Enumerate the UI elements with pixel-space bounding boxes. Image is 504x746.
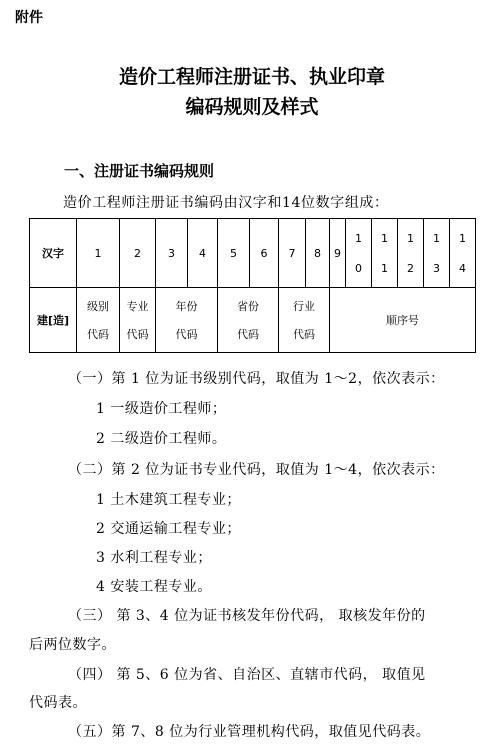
paragraph-2: （二）第 2 位为证书专业代码，取值为 1～4，依次表示： — [68, 462, 445, 478]
digit-cell: 3 — [156, 219, 188, 288]
digit-cell: 8 — [306, 219, 330, 288]
digit-part: 1 — [381, 231, 388, 245]
digit-cell: 5 — [218, 219, 250, 288]
list-item: 3 水利工程专业； — [96, 550, 212, 566]
digit-cell-13 — [424, 219, 450, 288]
paragraph-4: （四） 第 5、6 位为省、自治区、直辖市代码， 取值见 — [68, 667, 426, 683]
digit-cell-12 — [398, 219, 424, 288]
group-part: 专业 — [126, 300, 149, 313]
code-structure-table — [29, 218, 476, 353]
document-title-line-1: 造价工程师注册证书、执业印章 — [118, 66, 385, 88]
digit-part: 1 — [355, 231, 362, 245]
group-part: 代码 — [175, 328, 198, 341]
section-heading: 一、注册证书编码规则 — [64, 162, 215, 180]
digit-part: 1 — [381, 261, 388, 275]
digit-part: 3 — [433, 261, 440, 275]
digit-cell-11 — [372, 219, 398, 288]
paragraph-5: （五）第 7、8 位为行业管理机构代码，取值见代码表。 — [68, 724, 431, 740]
row-label-jianzao: 建[造] — [30, 288, 77, 353]
digit-cell: 2 — [120, 219, 156, 288]
table-row-digits — [30, 219, 476, 288]
list-item: 4 安装工程专业。 — [96, 579, 212, 595]
digit-cell-10 — [346, 219, 372, 288]
paragraph-3: （三） 第 3、4 位为证书核发年份代码， 取核发年份的 — [68, 608, 426, 624]
group-year-code — [156, 288, 218, 353]
paragraph-4-continued: 代码表。 — [29, 695, 87, 711]
digit-part: 4 — [459, 261, 466, 275]
paragraph-3-continued: 后两位数字。 — [29, 637, 116, 653]
group-part: 代码 — [126, 328, 149, 341]
group-part: 代码 — [237, 328, 259, 341]
group-part: 年份 — [175, 300, 198, 313]
table-row-meanings — [30, 288, 476, 353]
row-label-hanzi: 汉字 — [30, 219, 77, 288]
group-industry-code — [279, 288, 330, 353]
paragraph-1: （一）第 1 位为证书级别代码，取值为 1～2，依次表示： — [68, 371, 445, 387]
group-sequence-number: 顺序号 — [330, 288, 476, 353]
digit-part: 1 — [459, 231, 466, 245]
digit-cell-14 — [450, 219, 476, 288]
group-part: 代码 — [293, 328, 315, 341]
group-specialty-code — [120, 288, 156, 353]
list-item: 1 一级造价工程师； — [96, 401, 227, 417]
digit-part: 2 — [407, 261, 414, 275]
group-level-code — [77, 288, 120, 353]
group-part: 级别 — [87, 300, 109, 313]
list-item: 2 二级造价工程师。 — [96, 431, 227, 447]
list-item: 2 交通运输工程专业； — [96, 521, 241, 537]
digit-cell: 1 — [77, 219, 120, 288]
attachment-label: 附件 — [15, 10, 43, 26]
digit-part: 1 — [407, 231, 414, 245]
document-title-line-2: 编码规则及样式 — [185, 96, 319, 118]
digit-cell: 7 — [279, 219, 306, 288]
digit-cell: 4 — [188, 219, 218, 288]
digit-part: 1 — [433, 231, 440, 245]
digit-cell: 6 — [250, 219, 279, 288]
digit-cell: 9 — [330, 219, 346, 288]
digit-part: 0 — [355, 261, 362, 275]
group-province-code — [218, 288, 279, 353]
intro-paragraph: 造价工程师注册证书编码由汉字和14位数字组成： — [63, 195, 389, 211]
group-part: 省份 — [237, 300, 259, 313]
group-part: 行业 — [293, 300, 315, 313]
group-part: 代码 — [87, 328, 109, 341]
list-item: 1 土木建筑工程专业； — [96, 492, 241, 508]
